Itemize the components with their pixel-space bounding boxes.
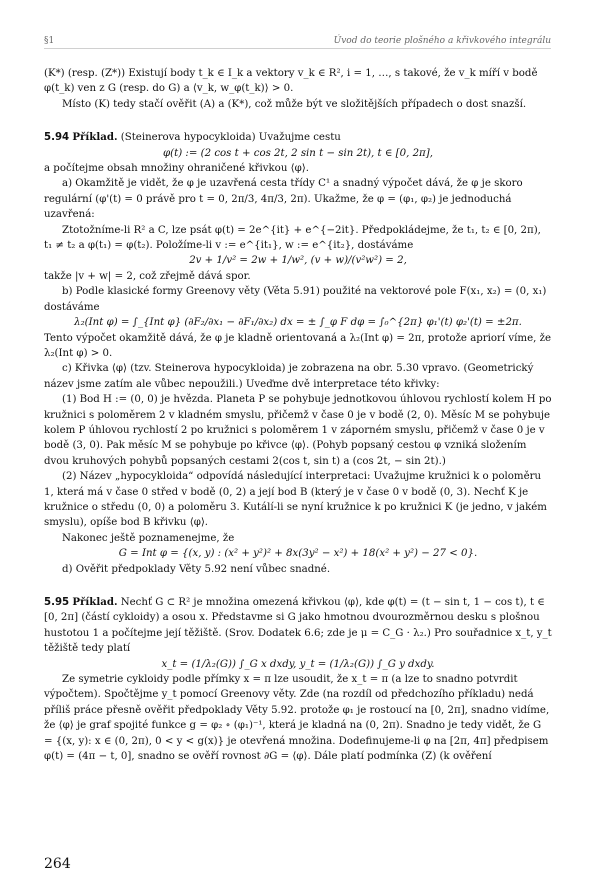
body-paragraph: d) Ověřit předpoklady Věty 5.92 není vůbec snadné. (62, 563, 331, 575)
display-equation: φ(t) := (2 cos t + cos 2t, 2 sin t − sin 2t), t ∈ [0, 2π], (163, 147, 433, 159)
section-spacer (44, 577, 552, 595)
display-equation: x_t = (1/λ₂(G)) ∫_G x dxdy, y_t = (1/λ₂(G)) ∫_G y dxdy. (161, 658, 435, 670)
example-label: Příklad. (72, 131, 118, 144)
example-paragraph (44, 595, 552, 657)
body-paragraph: a) Okamžitě je vidět, že φ je uzavřená cesta třídy C¹ a snadný výpočet dává, že φ je skoro regulární (φ'(t) = 0 právě pro t = 0, 2π/3, 4π/3, 2π). Ukažme, že φ = (φ₁, φ₂) je jednoduchá uzavřená: (44, 178, 523, 221)
body-paragraph: a počítejme obsah množiny ohraničené křivkou ⟨φ⟩. (44, 163, 309, 175)
body-paragraph: Nakonec ještě poznamenejme, že (62, 532, 235, 544)
header-section-number: §1 (44, 36, 55, 46)
running-header (44, 36, 551, 49)
page-number: 264 (44, 856, 71, 872)
display-equation: λ₂(Int φ) = ∫_{Int φ} (∂F₂/∂x₁ − ∂F₁/∂x₂) dx = ± ∫_φ F dφ = ∫₀^{2π} φ₁'(t) φ₂'(t) = ±2π. (74, 317, 522, 329)
section-spacer (44, 112, 552, 130)
example-paragraph (44, 130, 552, 145)
body-paragraph: (K*) (resp. (Z*)) Existují body t_k ∈ I_k a vektory v_k ∈ R², i = 1, …, s takové, že v_k míří v bodě φ(t_k) ven z G (resp. do G) a ⟨v_k, w_φ(t_k)⟩ > 0. (44, 68, 538, 95)
example-text: (Steinerova hypocykloida) Uvažujme cestu (117, 132, 341, 144)
body-paragraph: Ze symetrie cykloidy podle přímky x = π lze usoudit, že x_t = π (a lze to snadno potvrdit výpočtem). Spočtějme y_t pomocí Greenovy věty. Zde (na rozdíl od předchozího příkladu) nedá příliš práce přesně ověřit předpoklady Věty 5.92. protože φ₁ je rostoucí na [0, 2π], snadno vidíme, že ⟨φ⟩ je graf spojité funkce g = φ₂ ∘ (φ₁)⁻¹, která je kladná na (0, 2π). Snadno je tedy vidět, že G = {(x, y): x ∈ (0, 2π), 0 < y < g(x)} je otevřená množina. Dodefinujeme-li φ na [2π, 4π] předpisem φ(t) = (4π − t, 0], snadno se ověří rovnost ∂G = ⟨φ⟩. Dále platí podmínka (Z) (k ověření (44, 674, 550, 763)
body-paragraph: c) Křivka ⟨φ⟩ (tzv. Steinerova hypocykloida) je zobrazena na obr. 5.30 vpravo. (Geometrický název jsme zatím ale vůbec nepoužili.) Uveďme dvě interpretace této křivky: (44, 363, 534, 390)
body-paragraph: takže |v + w| = 2, což zřejmě dává spor. (44, 270, 251, 282)
body-paragraph: (2) Název „hypocykloida“ odpovídá následující interpretaci: Uvažujme kružnici k o poloměru 1, která má v čase 0 střed v bodě (0, 2) a její bod B (který je v čase 0 v bodě (0, 3). Nechť K je kružnice o středu (0, 0) a poloměru 3. Kutálí-li se nyní kružnice k po kružnici K (je jedno, v jakém smyslu), opíše bod B křivku ⟨φ⟩. (44, 471, 547, 529)
body-paragraph: Tento výpočet okamžitě dává, že φ je kladně orientovaná a λ₂(Int φ) = 2π, protože apriorí víme, že λ₂(Int φ) > 0. (44, 332, 551, 359)
body-paragraph: Místo (K) tedy stačí ověřit (A) a (K*), což může být ve složitějších případech o dost snazší. (62, 98, 527, 110)
header-chapter-title: Úvod do teorie plošného a křivkového integrálu (333, 36, 551, 46)
example-text: Nechť G ⊂ R² je množina omezená křivkou ⟨φ⟩, kde φ(t) = (t − sin t, 1 − cos t), t ∈ [0, 2π] (částí cykloidy) a osou x. Představme si G jako hmotnou dvourozměrnou desku s plošnou hustotou 1 a počítejme její těžiště. (Srov. Dodatek 6.6; zde je μ = C_G · λ₂.) Pro souřadnice x_t, y_t těžiště tedy platí (44, 597, 552, 655)
page-body (44, 66, 552, 764)
example-label: Příklad. (72, 596, 118, 608)
body-paragraph: (1) Bod H := (0, 0) je hvězda. Planeta P se pohybuje jednotkovou úhlovou rychlostí kolem H po kružnici s poloměrem 2 v kladném smyslu, přičemž v čase 0 je v bodě (2, 0). Měsíc M se pohybuje kolem P úhlovou rychlostí 2 po kružnici s poloměrem 1 v záporném smyslu, přičemž v čase 0 je v bodě (3, 0). Pak měsíc M se pohybuje po křivce ⟨φ⟩. (Pohyb popsaný cestou φ vzniká složením dvou kruhových pohybů popsaných cestami 2(cos t, sin t) a (cos 2t, − sin 2t).) (44, 394, 552, 467)
display-equation: 2v + 1/v² = 2w + 1/w², (v + w)/(v²w²) = 2, (189, 255, 407, 267)
body-paragraph: Ztotožníme-li R² a C, lze psát φ(t) = 2e^{it} + e^{−2it}. Předpokládejme, že t₁, t₂ ∈ [0, 2π), t₁ ≠ t₂ a φ(t₁) = φ(t₂). Položíme-li v := e^{it₁}, w := e^{it₂}, dostáváme (44, 224, 541, 252)
display-equation: G = Int φ = {(x, y) : (x² + y²)² + 8x(3y² − x²) + 18(x² + y²) − 27 < 0}. (118, 548, 478, 560)
example-number: 5.94 (44, 132, 70, 144)
example-number: 5.95 (44, 597, 70, 608)
body-paragraph: b) Podle klasické formy Greenovy věty (Věta 5.91) použité na vektorové pole F(x₁, x₂) = (0, x₁) dostáváme (44, 286, 547, 313)
